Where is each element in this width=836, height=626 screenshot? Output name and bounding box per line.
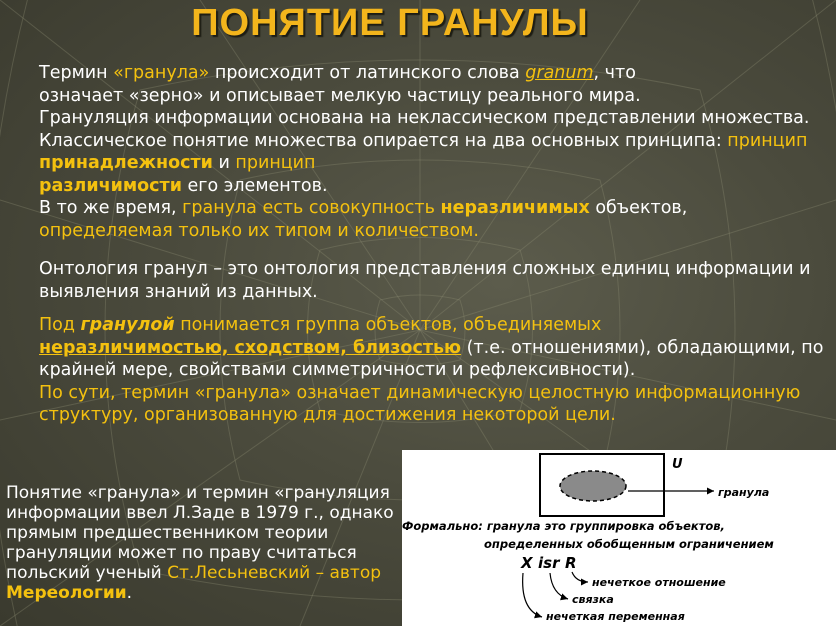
granule-diagram [402, 450, 836, 626]
formal-definition-line1: Формально: гранула это группировка объектов, [402, 519, 725, 533]
definition-text: (т.е. отношениями), обладающими, по крайней мере, свойствами симметричности и рефлексивности). [39, 337, 824, 380]
intro-paragraph [39, 62, 829, 242]
copula-label: связка [572, 593, 614, 606]
definition-text: понимается группа объектов, объединяемых [174, 315, 602, 335]
universe-label: U [672, 457, 683, 472]
page-title: ПОНЯТИЕ ГРАНУЛЫ [191, 2, 589, 44]
relation-arrow [572, 572, 588, 582]
definition-essence: По сути, термин «гранула» означает динамическую целостную информационную структуру, организованную для достижения некоторой цели. [39, 382, 801, 425]
intro-text: Термин [39, 63, 114, 83]
intro-text: означает «зерно» и описывает мелкую частицу реального мира. [39, 85, 641, 106]
relation-r: R [565, 554, 577, 572]
intro-text: объектов, [589, 198, 688, 218]
principle-label: принцип [235, 153, 316, 173]
formal-definition-line2: определенных обобщенным ограничением [484, 537, 774, 551]
lesniewski-name: Ст.Лесьневский – автор [167, 563, 382, 583]
intro-text: , что [593, 63, 636, 83]
granule-statement: гранула есть совокупность [182, 198, 441, 218]
copula-arrow [550, 573, 568, 599]
term-relations: неразличимостью, сходством, близостью [39, 337, 462, 358]
definition-paragraph [39, 314, 829, 427]
fuzzy-relation-label: нечеткое отношение [592, 576, 726, 589]
granule-ellipse [560, 471, 626, 501]
variable-arrow [523, 573, 542, 617]
granule-statement: определяемая только их типом и количеством. [39, 220, 479, 241]
intro-text: его элементов. [181, 175, 328, 196]
intro-text: В то же время, [39, 198, 183, 218]
term-indistinguishable: неразличимых [440, 198, 590, 218]
principle-label: принцип [727, 130, 808, 151]
variable-x: X [521, 554, 533, 572]
history-text: . [126, 583, 133, 603]
copula-isr: isr [538, 554, 560, 572]
term-granum: granum [525, 63, 594, 83]
history-note [6, 483, 398, 603]
principle-distinguishability: различимости [39, 175, 182, 196]
intro-text: Грануляция информации основана на неклассическом представлении множества. Классическое понятие множества опирается на два основных принципа: [39, 108, 810, 151]
principle-membership: принадлежности [39, 153, 213, 173]
mereology-term: Мереологии [6, 583, 127, 603]
granule-label: гранула [718, 486, 770, 499]
definition-text: Под [39, 315, 81, 335]
intro-text: происходит от латинского слова [209, 63, 526, 83]
term-granula-defined: гранулой [80, 315, 175, 335]
intro-text: и [212, 153, 236, 173]
term-granula: «гранула» [113, 63, 210, 83]
history-text: Понятие «гранула» и термин «грануляция информации ввел Л.Заде в 1979 г., однако прямым предшественником теории грануляции может по праву считаться польский ученый [6, 483, 394, 583]
fuzzy-variable-label: нечеткая переменная [546, 610, 685, 623]
ontology-paragraph: Онтология гранул – это онтология представления сложных единиц информации и выявления знаний из данных. [39, 259, 811, 302]
